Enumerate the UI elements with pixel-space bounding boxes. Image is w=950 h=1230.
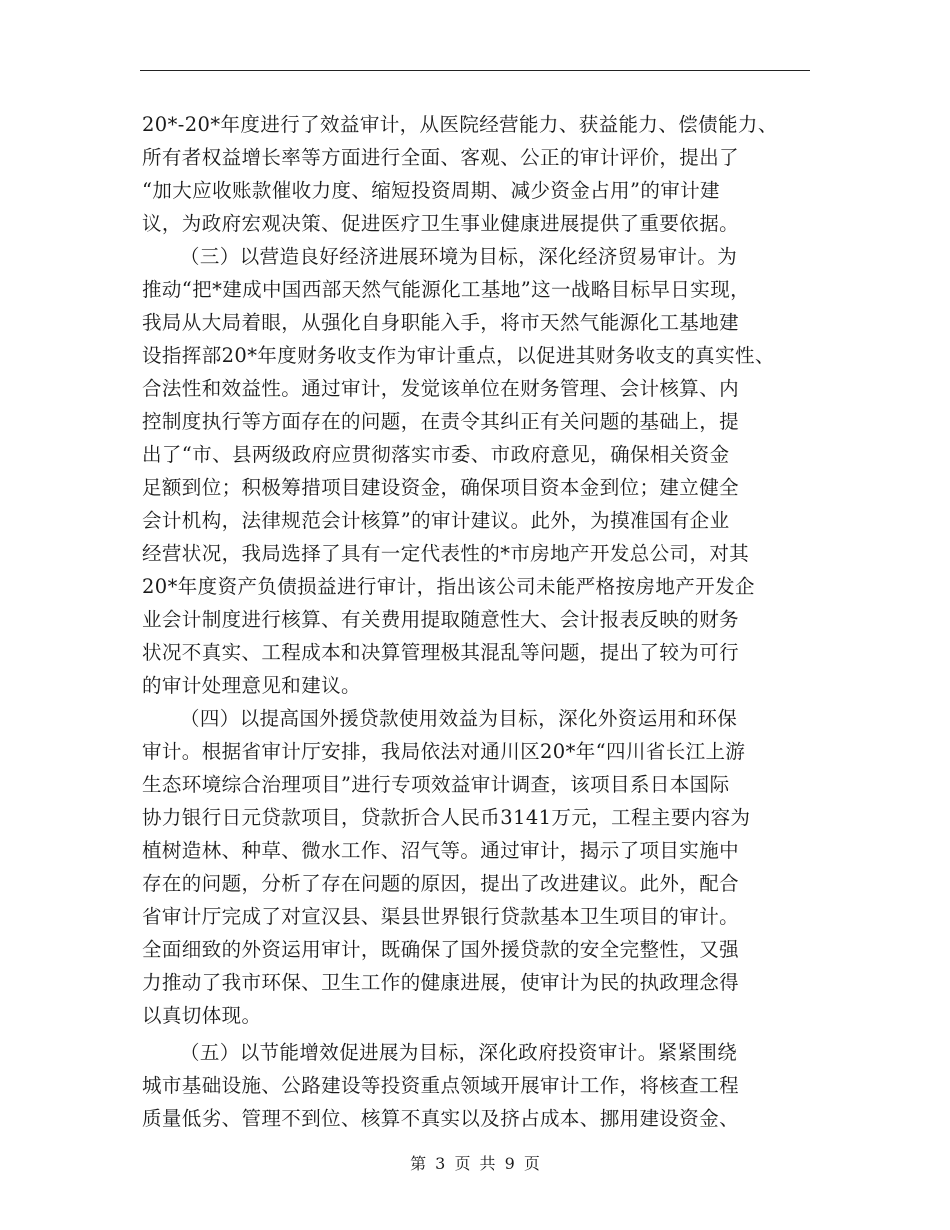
body-line: 我局从大局着眼，从强化自身职能入手，将市天然气能源化工基地建 — [142, 311, 740, 334]
body-line: 所有者权益增长率等方面进行全面、客观、公正的审计评价，提出了 — [142, 146, 740, 169]
body-line: 城市基础设施、公路建设等投资重点领域开展审计工作，将核查工程 — [142, 1074, 740, 1097]
body-line: 控制度执行等方面存在的问题，在责令其纠正有关问题的基础上，提 — [142, 410, 740, 433]
body-line: 审计。根据省审计厅安排，我局依法对通川区20*年“四川省长江上游 — [142, 740, 746, 763]
body-line: 设指挥部20*年度财务收支作为审计重点，以促进其财务收支的真实性、 — [142, 344, 775, 367]
body-line: 业会计制度进行核算、有关费用提取随意性大、会计报表反映的财务 — [142, 608, 740, 631]
body-line: 出了“市、县两级政府应贯彻落实市委、市政府意见，确保相关资金 — [142, 443, 730, 466]
body-line: 全面细致的外资运用审计，既确保了国外援贷款的安全完整性，又强 — [142, 938, 740, 961]
body-line: 议，为政府宏观决策、促进医疗卫生事业健康进展提供了重要依据。 — [142, 212, 740, 235]
header-rule — [140, 70, 810, 71]
body-line: 20*-20*年度进行了效益审计，从医院经营能力、获益能力、偿债能力、 — [142, 113, 778, 136]
body-line: 推动“把*建成中国西部天然气能源化工基地”这一战略目标早日实现， — [142, 278, 750, 301]
body-line: “加大应收账款催收力度、缩短投资周期、减少资金占用”的审计建 — [142, 179, 720, 202]
body-line: 合法性和效益性。通过审计，发觉该单位在财务管理、会计核算、内 — [142, 377, 740, 400]
body-line: 会计机构，法律规范会计核算”的审计建议。此外，为摸准国有企业 — [142, 509, 730, 532]
body-line: 质量低劣、管理不到位、核算不真实以及挤占成本、挪用建设资金、 — [142, 1107, 740, 1130]
paragraph-heading-line: （四）以提高国外援贷款使用效益为目标，深化外资运用和环保 — [180, 707, 738, 730]
body-line: 足额到位；积极筹措项目建设资金，确保项目资本金到位；建立健全 — [142, 476, 740, 499]
paragraph-heading-line: （三）以营造良好经济进展环境为目标，深化经济贸易审计。为 — [180, 245, 738, 268]
body-line: 的审计处理意见和建议。 — [142, 674, 361, 697]
body-line: 状况不真实、工程成本和决算管理极其混乱等问题，提出了较为可行 — [142, 641, 740, 664]
body-line: 经营状况，我局选择了具有一定代表性的*市房地产开发总公司，对其 — [142, 542, 750, 565]
body-line: 以真切体现。 — [142, 1004, 262, 1027]
body-line: 力推动了我市环保、卫生工作的健康进展，使审计为民的执政理念得 — [142, 971, 740, 994]
body-line: 协力银行日元贷款项目，贷款折合人民币3141万元，工程主要内容为 — [142, 806, 751, 829]
body-line: 生态环境综合治理项目”进行专项效益审计调查，该项目系日本国际 — [142, 773, 730, 796]
body-line: 植树造林、种草、微水工作、沼气等。通过审计，揭示了项目实施中 — [142, 839, 740, 862]
paragraph-heading-line: （五）以节能增效促进展为目标，深化政府投资审计。紧紧围绕 — [180, 1041, 738, 1064]
body-line: 存在的问题，分析了存在问题的原因，提出了改进建议。此外，配合 — [142, 872, 740, 895]
body-line: 省审计厅完成了对宣汉县、渠县世界银行贷款基本卫生项目的审计。 — [142, 905, 740, 928]
body-line: 20*年度资产负债损益进行审计，指出该公司未能严格按房地产开发企 — [142, 575, 755, 598]
page-number-footer: 第 3 页 共 9 页 — [410, 1154, 540, 1173]
